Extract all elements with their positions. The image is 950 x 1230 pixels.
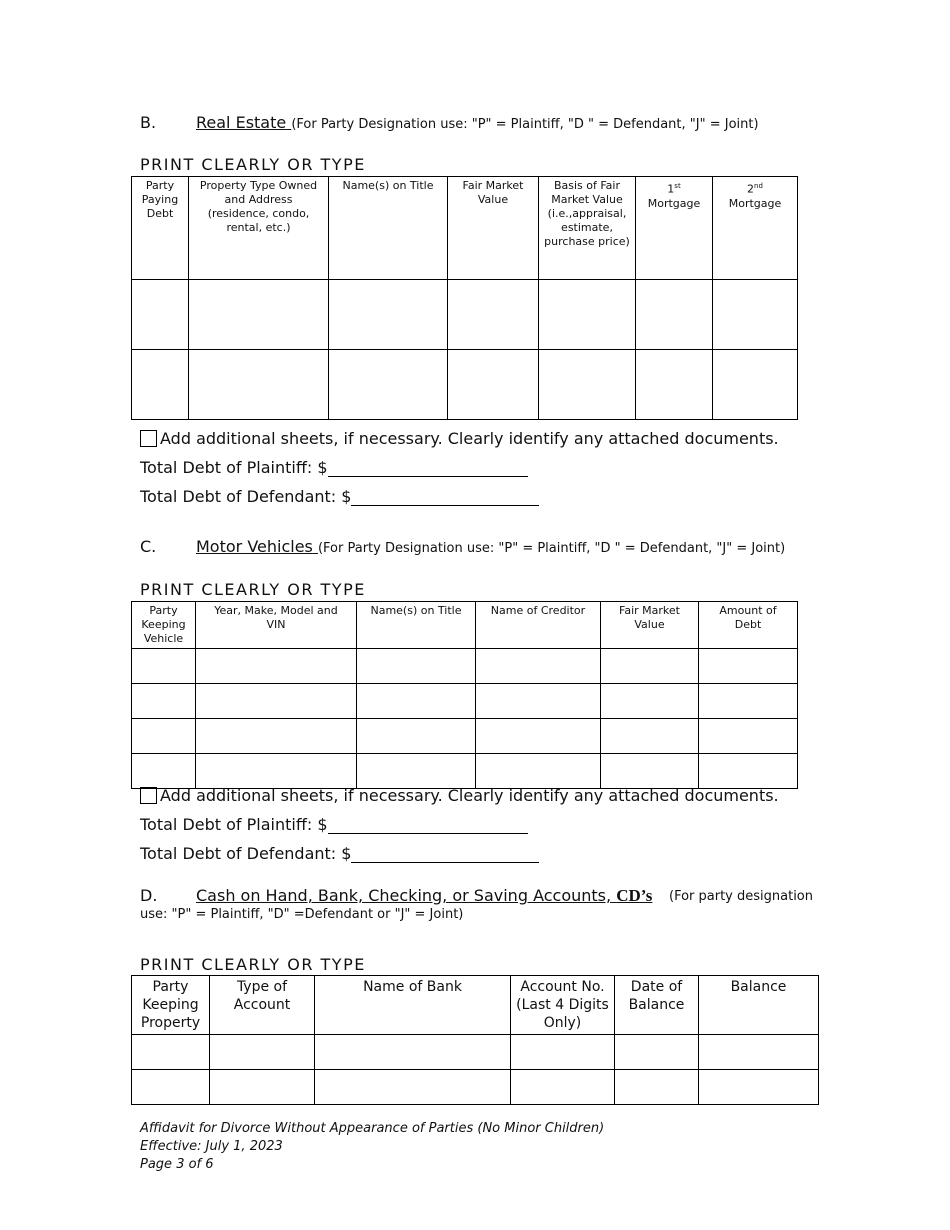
section-title bbox=[196, 113, 759, 132]
section-d-heading bbox=[0, 886, 950, 908]
table-cell[interactable] bbox=[615, 1070, 699, 1105]
table-cell[interactable] bbox=[210, 1035, 315, 1070]
total-debt-plaintiff-field[interactable] bbox=[328, 458, 528, 477]
table-cell[interactable] bbox=[539, 280, 636, 350]
table-cell[interactable] bbox=[699, 1070, 819, 1105]
table-cell[interactable] bbox=[132, 1070, 210, 1105]
header-date-of-balance: Date of Balance bbox=[615, 976, 699, 1035]
header-year-make-model-vin: Year, Make, Model and VIN bbox=[196, 602, 357, 649]
table-cell[interactable] bbox=[132, 280, 189, 350]
header-second-mortgage bbox=[713, 177, 798, 280]
table-cell[interactable] bbox=[132, 684, 196, 719]
section-title-text: Motor Vehicles bbox=[196, 537, 313, 556]
section-title-bold: CD’s bbox=[616, 886, 653, 905]
section-note: (For Party Designation use: "P" = Plaintiff, "D " = Defendant, "J" = Joint) bbox=[291, 117, 759, 132]
section-b-heading bbox=[0, 113, 950, 135]
table-cell[interactable] bbox=[699, 684, 798, 719]
header-text: Mortgage bbox=[728, 196, 782, 210]
footer-page-number: Page 3 of 6 bbox=[140, 1157, 214, 1172]
additional-sheets-text: Add additional sheets, if necessary. Clearly identify any attached documents. bbox=[160, 786, 779, 805]
table-cell[interactable] bbox=[699, 719, 798, 754]
table-row bbox=[132, 350, 798, 420]
bank-accounts-table bbox=[131, 975, 819, 1105]
additional-sheets-checkbox[interactable] bbox=[140, 430, 157, 447]
table-header-row bbox=[132, 602, 798, 649]
table-cell[interactable] bbox=[511, 1035, 615, 1070]
additional-sheets-line bbox=[140, 786, 779, 805]
header-party-paying-debt: Party Paying Debt bbox=[132, 177, 189, 280]
table-header-row bbox=[132, 976, 819, 1035]
page-footer bbox=[140, 1120, 604, 1174]
table-cell[interactable] bbox=[132, 350, 189, 420]
table-cell[interactable] bbox=[357, 719, 476, 754]
header-balance: Balance bbox=[699, 976, 819, 1035]
table-cell[interactable] bbox=[357, 754, 476, 789]
header-num: 2 bbox=[747, 182, 755, 196]
table-cell[interactable] bbox=[476, 719, 601, 754]
total-debt-defendant-field[interactable] bbox=[351, 487, 539, 506]
section-note-continued: use: "P" = Plaintiff, "D" =Defendant or "J" = Joint) bbox=[140, 907, 464, 922]
table-cell[interactable] bbox=[132, 754, 196, 789]
table-cell[interactable] bbox=[601, 684, 699, 719]
table-cell[interactable] bbox=[448, 350, 539, 420]
total-debt-defendant-line bbox=[140, 487, 539, 506]
header-property-type bbox=[189, 177, 329, 280]
table-cell[interactable] bbox=[601, 754, 699, 789]
header-first-mortgage bbox=[636, 177, 713, 280]
table-cell[interactable] bbox=[448, 280, 539, 350]
total-debt-plaintiff-line bbox=[140, 815, 528, 834]
table-cell[interactable] bbox=[636, 350, 713, 420]
table-row bbox=[132, 684, 798, 719]
table-cell[interactable] bbox=[357, 684, 476, 719]
table-cell[interactable] bbox=[196, 754, 357, 789]
table-cell[interactable] bbox=[329, 350, 448, 420]
table-cell[interactable] bbox=[699, 1035, 819, 1070]
additional-sheets-line bbox=[140, 429, 779, 448]
table-row bbox=[132, 280, 798, 350]
table-cell[interactable] bbox=[601, 649, 699, 684]
table-cell[interactable] bbox=[189, 350, 329, 420]
table-cell[interactable] bbox=[196, 649, 357, 684]
table-cell[interactable] bbox=[476, 649, 601, 684]
table-cell[interactable] bbox=[601, 719, 699, 754]
section-c-heading bbox=[0, 537, 950, 559]
table-cell[interactable] bbox=[315, 1070, 511, 1105]
table-cell[interactable] bbox=[511, 1070, 615, 1105]
table-cell[interactable] bbox=[699, 754, 798, 789]
header-sup: st bbox=[674, 182, 681, 190]
header-names-on-title: Name(s) on Title bbox=[357, 602, 476, 649]
footer-effective-date: Effective: July 1, 2023 bbox=[140, 1139, 283, 1154]
table-cell[interactable] bbox=[329, 280, 448, 350]
table-cell[interactable] bbox=[615, 1035, 699, 1070]
table-cell[interactable] bbox=[196, 684, 357, 719]
table-cell[interactable] bbox=[196, 719, 357, 754]
section-title bbox=[196, 537, 785, 556]
header-text: Mortgage bbox=[647, 196, 701, 210]
print-clearly-label: PRINT CLEARLY OR TYPE bbox=[140, 580, 366, 599]
print-clearly-label: PRINT CLEARLY OR TYPE bbox=[140, 955, 366, 974]
header-sup: nd bbox=[754, 182, 763, 190]
table-row bbox=[132, 754, 798, 789]
table-cell[interactable] bbox=[132, 1035, 210, 1070]
header-name-of-creditor: Name of Creditor bbox=[476, 602, 601, 649]
header-names-on-title: Name(s) on Title bbox=[329, 177, 448, 280]
table-cell[interactable] bbox=[132, 719, 196, 754]
header-amount-of-debt: Amount of Debt bbox=[699, 602, 798, 649]
table-cell[interactable] bbox=[476, 684, 601, 719]
header-num: 1 bbox=[667, 182, 675, 196]
table-cell[interactable] bbox=[132, 649, 196, 684]
table-cell[interactable] bbox=[315, 1035, 511, 1070]
additional-sheets-text: Add additional sheets, if necessary. Clearly identify any attached documents. bbox=[160, 429, 779, 448]
table-row bbox=[132, 649, 798, 684]
total-debt-plaintiff-line bbox=[140, 458, 528, 477]
real-estate-table bbox=[131, 176, 798, 420]
section-note: (For party designation bbox=[669, 889, 813, 904]
section-title-text: Cash on Hand, Bank, Checking, or Saving Accounts, bbox=[196, 886, 612, 905]
total-debt-plaintiff-label: Total Debt of Plaintiff: $ bbox=[140, 815, 328, 834]
table-cell[interactable] bbox=[476, 754, 601, 789]
header-account-number: Account No. (Last 4 Digits Only) bbox=[511, 976, 615, 1035]
header-party-keeping-property: Party Keeping Property bbox=[132, 976, 210, 1035]
additional-sheets-checkbox[interactable] bbox=[140, 787, 157, 804]
total-debt-defendant-field[interactable] bbox=[351, 844, 539, 863]
table-row bbox=[132, 719, 798, 754]
table-cell[interactable] bbox=[539, 350, 636, 420]
total-debt-plaintiff-label: Total Debt of Plaintiff: $ bbox=[140, 458, 328, 477]
header-name-of-bank: Name of Bank bbox=[315, 976, 511, 1035]
total-debt-defendant-label: Total Debt of Defendant: $ bbox=[140, 844, 352, 863]
table-cell[interactable] bbox=[713, 350, 798, 420]
table-cell[interactable] bbox=[357, 649, 476, 684]
total-debt-plaintiff-field[interactable] bbox=[328, 815, 528, 834]
header-fair-market-value: Fair Market Value bbox=[601, 602, 699, 649]
table-cell[interactable] bbox=[210, 1070, 315, 1105]
section-title bbox=[196, 886, 652, 906]
header-subtext: (residence, condo, rental, etc.) bbox=[207, 207, 310, 234]
total-debt-defendant-line bbox=[140, 844, 539, 863]
motor-vehicles-table bbox=[131, 601, 798, 789]
section-letter: B. bbox=[140, 113, 157, 132]
header-fair-market-value: Fair Market Value bbox=[448, 177, 539, 280]
table-header-row bbox=[132, 177, 798, 280]
table-row bbox=[132, 1070, 819, 1105]
print-clearly-label: PRINT CLEARLY OR TYPE bbox=[140, 155, 366, 174]
table-cell[interactable] bbox=[699, 649, 798, 684]
header-party-keeping-vehicle: Party Keeping Vehicle bbox=[132, 602, 196, 649]
table-row bbox=[132, 1035, 819, 1070]
table-cell[interactable] bbox=[713, 280, 798, 350]
section-letter: C. bbox=[140, 537, 157, 556]
footer-form-title: Affidavit for Divorce Without Appearance of Parties (No Minor Children) bbox=[140, 1121, 605, 1136]
header-type-of-account: Type of Account bbox=[210, 976, 315, 1035]
table-cell[interactable] bbox=[636, 280, 713, 350]
table-cell[interactable] bbox=[189, 280, 329, 350]
total-debt-defendant-label: Total Debt of Defendant: $ bbox=[140, 487, 352, 506]
header-text: Property Type Owned and Address bbox=[199, 179, 318, 206]
section-title-text: Real Estate bbox=[196, 113, 287, 132]
section-note: (For Party Designation use: "P" = Plaintiff, "D " = Defendant, "J" = Joint) bbox=[317, 541, 786, 556]
header-basis-fair-market-value: Basis of Fair Market Value (i.e.,appraisal, estimate, purchase price) bbox=[539, 177, 636, 280]
section-letter: D. bbox=[140, 886, 158, 905]
